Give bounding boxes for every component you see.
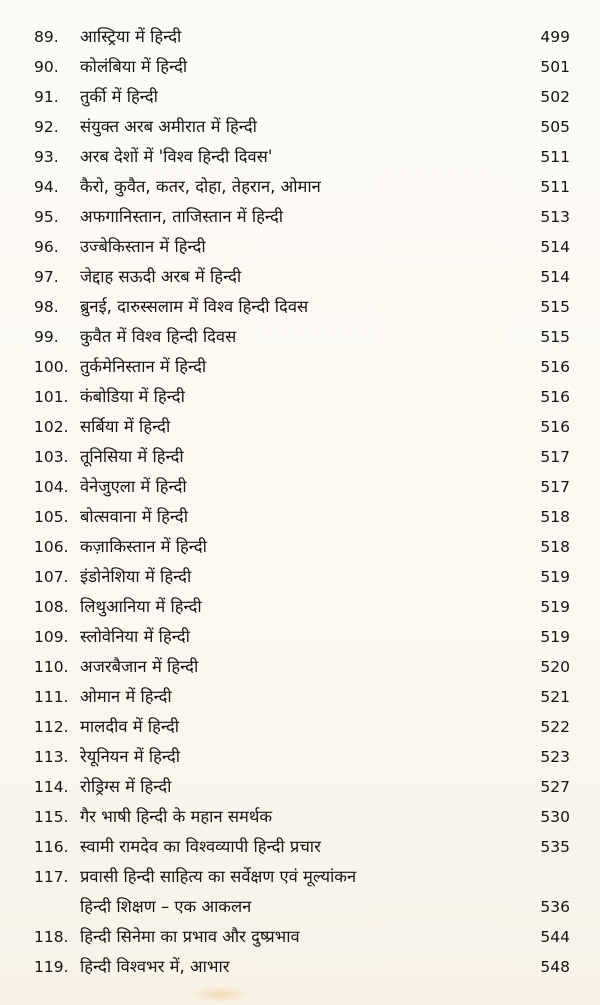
toc-title: हिन्दी विश्वभर में, आभार [80,957,230,976]
toc-page-number: 502 [540,88,570,106]
toc-title: हिन्दी सिनेमा का प्रभाव और दुष्प्रभाव [80,927,300,946]
toc-number: 101. [34,388,69,406]
toc-row [0,112,600,142]
toc-row [0,232,600,262]
toc-number: 93. [34,148,59,166]
toc-row [0,652,600,682]
toc-title: तुर्की में हिन्दी [80,87,158,106]
toc-row [0,22,600,52]
toc-row [0,202,600,232]
toc-page-number: 519 [540,628,570,646]
toc-title: अजरबैजान में हिन्दी [80,657,199,676]
toc-row [0,862,600,892]
paper-smudge [190,985,250,1003]
toc-number: 96. [34,238,59,256]
toc-title: कुवैत में विश्व हिन्दी दिवस [80,327,237,346]
toc-number: 112. [34,718,69,736]
toc-page-number: 519 [540,598,570,616]
toc-number: 99. [34,328,59,346]
toc-page-number: 518 [540,538,570,556]
toc-title: आस्ट्रिया में हिन्दी [80,27,182,46]
toc-title: अफगानिस्तान, ताजिस्तान में हिन्दी [80,207,284,226]
toc-page-number: 519 [540,568,570,586]
toc-title: कज़ाकिस्तान में हिन्दी [80,537,207,556]
toc-row [0,592,600,622]
toc-number: 105. [34,508,69,526]
toc-page-number: 515 [540,328,570,346]
toc-row-continuation [0,892,600,922]
toc-page-number: 517 [540,448,570,466]
toc-number: 91. [34,88,59,106]
toc-number: 104. [34,478,69,496]
toc-title: रेयूनियन में हिन्दी [80,747,181,766]
toc-page-number: 523 [540,748,570,766]
toc-title: तूनिसिया में हिन्दी [80,447,184,466]
toc-number: 109. [34,628,69,646]
toc-row [0,262,600,292]
toc-page-number: 501 [540,58,570,76]
toc-title: मालदीव में हिन्दी [80,717,180,736]
toc-number: 111. [34,688,69,706]
toc-row [0,412,600,442]
toc-page-number: 515 [540,298,570,316]
toc-title: स्वामी रामदेव का विश्वव्यापी हिन्दी प्रचार [80,837,321,856]
toc-title: इंडोनेशिया में हिन्दी [80,567,192,586]
toc-page-number: 513 [540,208,570,226]
toc-number: 110. [34,658,69,676]
toc-title: उज्बेकिस्तान में हिन्दी [80,237,206,256]
toc-row [0,142,600,172]
toc-number: 90. [34,58,59,76]
toc-title: कोलंबिया में हिन्दी [80,57,188,76]
toc-page-number: 516 [540,418,570,436]
toc-page-number: 499 [540,28,570,46]
toc-title: प्रवासी हिन्दी साहित्य का सर्वेक्षण एवं मूल्यांकन [80,867,357,886]
toc-number: 95. [34,208,59,226]
toc-page-number: 511 [540,148,570,166]
toc-page-number: 518 [540,508,570,526]
toc-row [0,502,600,532]
toc-number: 116. [34,838,69,856]
toc-row [0,832,600,862]
toc-title: संयुक्त अरब अमीरात में हिन्दी [80,117,257,136]
toc-page-number: 521 [540,688,570,706]
toc-page-number: 505 [540,118,570,136]
toc-page-number: 517 [540,478,570,496]
toc-page-number: 548 [540,958,570,976]
toc-title-continuation: हिन्दी शिक्षण – एक आकलन [80,897,252,916]
toc-row [0,52,600,82]
toc-number: 89. [34,28,59,46]
toc-number: 103. [34,448,69,466]
toc-number: 97. [34,268,59,286]
toc-row [0,712,600,742]
toc-title: ओमान में हिन्दी [80,687,172,706]
toc-number: 108. [34,598,69,616]
toc-page-number: 516 [540,388,570,406]
toc-row [0,562,600,592]
toc-row [0,322,600,352]
toc-page-number: 544 [540,928,570,946]
toc-row [0,802,600,832]
toc-title: वेनेजुएला में हिन्दी [80,477,187,496]
toc-number: 114. [34,778,69,796]
toc-number: 100. [34,358,69,376]
toc-row [0,622,600,652]
toc-row [0,292,600,322]
toc-row [0,922,600,952]
toc-page-number: 516 [540,358,570,376]
toc-row [0,532,600,562]
toc-title: कैरो, कुवैत, कतर, दोहा, तेहरान, ओमान [80,177,321,196]
toc-page-number: 514 [540,238,570,256]
toc-number: 118. [34,928,69,946]
toc-number: 98. [34,298,59,316]
toc-number: 106. [34,538,69,556]
toc-title: स्लोवेनिया में हिन्दी [80,627,190,646]
toc-row [0,682,600,712]
toc-page-number: 522 [540,718,570,736]
toc-page-number: 536 [540,898,570,916]
toc-title: ब्रुनई, दारुस्सलाम में विश्व हिन्दी दिवस [80,297,309,316]
toc-number: 92. [34,118,59,136]
toc-page-number: 527 [540,778,570,796]
toc-row [0,352,600,382]
toc-number: 119. [34,958,69,976]
toc-number: 117. [34,868,69,886]
toc-page-number: 514 [540,268,570,286]
toc-page-number: 535 [540,838,570,856]
toc-title: अरब देशों में 'विश्व हिन्दी दिवस' [80,147,273,166]
toc-title: सर्बिया में हिन्दी [80,417,171,436]
toc-row [0,382,600,412]
toc-number: 94. [34,178,59,196]
toc-row [0,442,600,472]
toc-title: जेद्दाह सऊदी अरब में हिन्दी [80,267,242,286]
toc-title: गैर भाषी हिन्दी के महान समर्थक [80,807,273,826]
toc-page-number: 530 [540,808,570,826]
toc-title: रोड्रिग्स में हिन्दी [80,777,172,796]
toc-title: कंबोडिया में हिन्दी [80,387,185,406]
toc-row [0,82,600,112]
toc-row [0,772,600,802]
toc-number: 107. [34,568,69,586]
toc-row [0,952,600,982]
toc-row [0,172,600,202]
toc-page-number: 520 [540,658,570,676]
toc-title: लिथुआनिया में हिन्दी [80,597,202,616]
toc-number: 115. [34,808,69,826]
toc-title: तुर्कमेनिस्तान में हिन्दी [80,357,207,376]
toc-row [0,742,600,772]
toc-row [0,472,600,502]
toc-title: बोत्सवाना में हिन्दी [80,507,188,526]
toc-number: 113. [34,748,69,766]
toc-number: 102. [34,418,69,436]
toc-page-number: 511 [540,178,570,196]
